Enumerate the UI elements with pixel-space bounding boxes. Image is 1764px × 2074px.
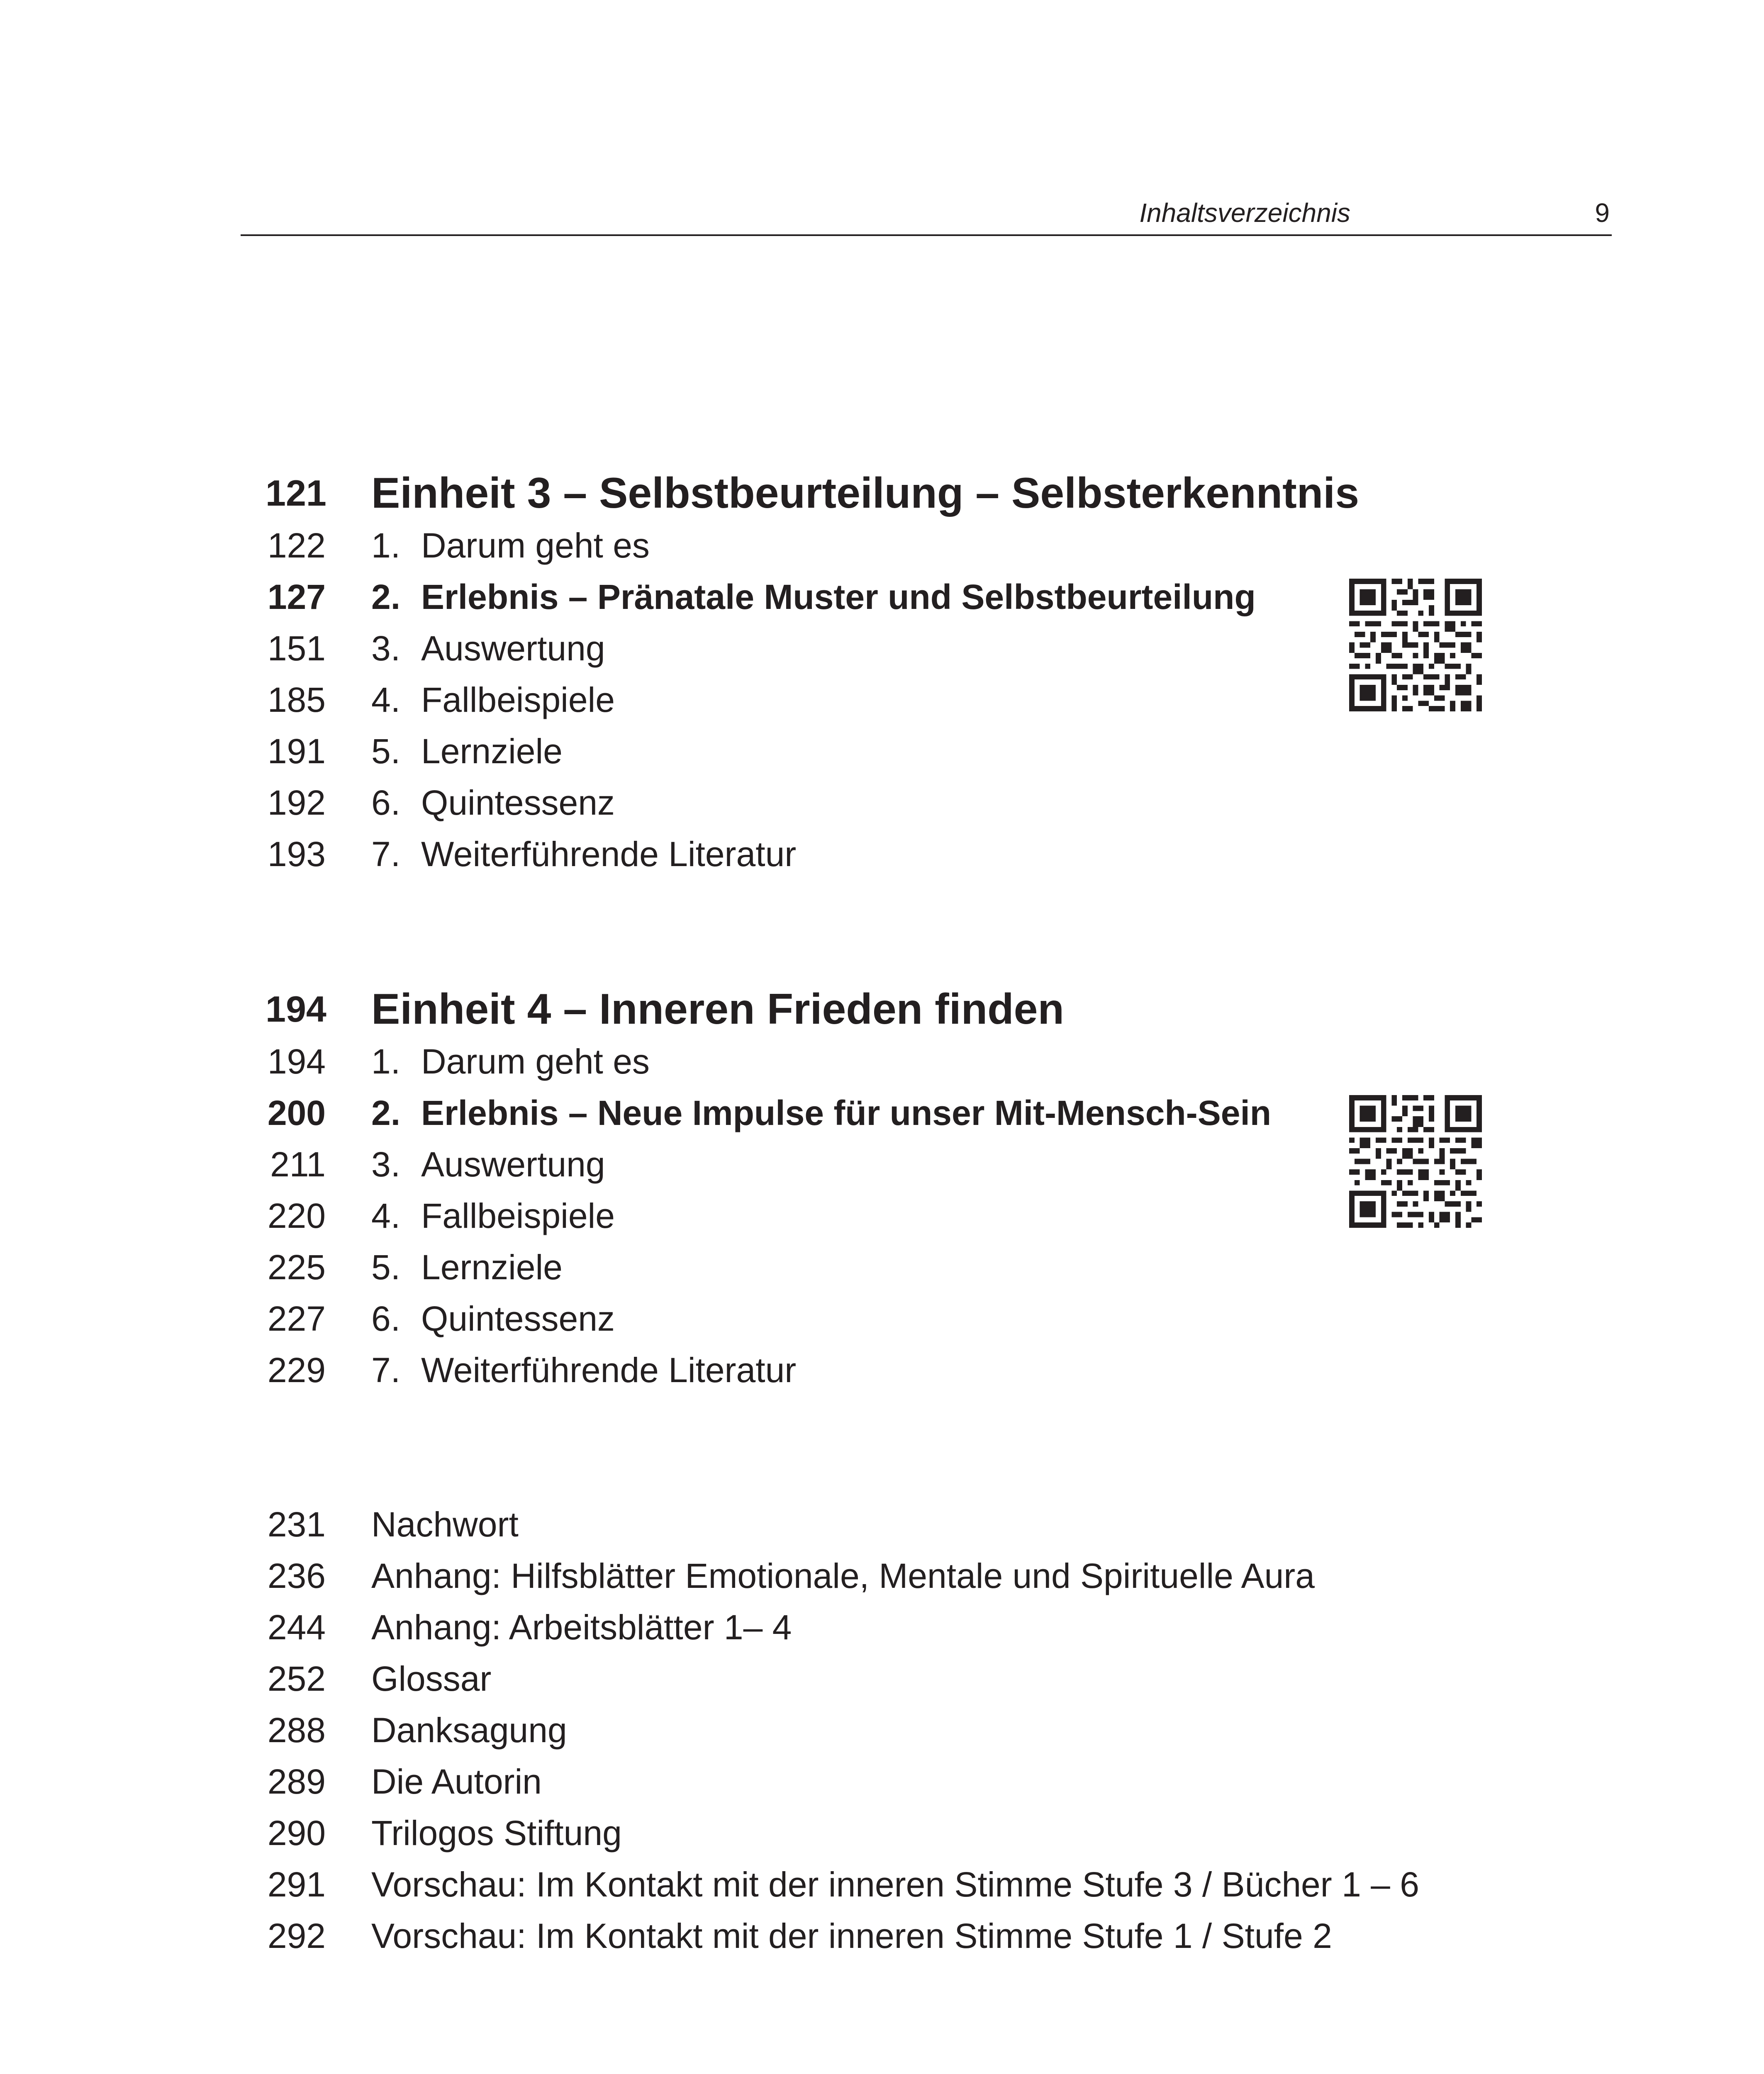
toc-entry-title: Lernziele [421, 732, 563, 771]
toc-page-number: 193 [267, 835, 326, 874]
toc-entry-number: 7. [371, 1351, 401, 1390]
toc-entry[interactable] [0, 623, 1764, 674]
toc-entry-title: Anhang: Arbeitsblätter 1– 4 [371, 1608, 792, 1647]
toc-page-number: 252 [267, 1659, 326, 1698]
toc-entry-number: 7. [371, 835, 401, 874]
toc-page-number: 185 [267, 680, 326, 719]
toc-entry[interactable] [0, 1190, 1764, 1241]
toc-entry-title: Erlebnis – Neue Impulse für unser Mit-Mensch-Sein [421, 1093, 1272, 1132]
toc-entry-appendix[interactable] [0, 1756, 1764, 1807]
toc-entry-title: Darum geht es [421, 526, 650, 565]
toc-entry-title: Anhang: Hilfsblätter Emotionale, Mentale und Spirituelle Aura [371, 1556, 1315, 1595]
toc-entry-title: Weiterführende Literatur [421, 835, 797, 874]
toc-page-number: 292 [267, 1916, 326, 1955]
toc-entry-title: Vorschau: Im Kontakt mit der inneren Stimme Stufe 3 / Bücher 1 – 6 [371, 1865, 1419, 1904]
toc-page-number: 231 [267, 1505, 326, 1544]
toc-entry[interactable] [0, 777, 1764, 828]
running-header [241, 189, 1612, 236]
toc-page-number: 290 [267, 1814, 326, 1852]
toc-entry-number: 6. [371, 1299, 401, 1338]
toc-page-number: 191 [267, 732, 326, 771]
toc-entry-title: Auswertung [421, 1145, 605, 1184]
toc-entry[interactable] [0, 674, 1764, 725]
toc-page-number: 225 [267, 1248, 326, 1287]
toc-entry-number: 2. [371, 577, 401, 616]
toc-page-number: 127 [267, 577, 326, 616]
toc-entry-title: Darum geht es [421, 1042, 650, 1081]
toc-entry-appendix[interactable] [0, 1499, 1764, 1550]
toc-entry-number: 6. [371, 783, 401, 822]
toc-entry-title: Die Autorin [371, 1762, 542, 1801]
toc-entry-title: Lernziele [421, 1248, 563, 1287]
toc-unit-3-heading[interactable] [0, 467, 1764, 519]
toc-entry-title: Auswertung [421, 629, 605, 668]
running-title: Inhaltsverzeichnis [1139, 198, 1350, 228]
toc-page-number: 236 [267, 1556, 326, 1595]
toc-entry[interactable] [0, 1241, 1764, 1293]
toc-entry-title: Quintessenz [421, 783, 615, 822]
toc-entry-title: Weiterführende Literatur [421, 1351, 797, 1390]
toc-entry-title: Trilogos Stiftung [371, 1814, 622, 1852]
toc-page-number: 289 [267, 1762, 326, 1801]
toc-entry-appendix[interactable] [0, 1910, 1764, 1962]
toc-entry-number: 2. [371, 1093, 401, 1132]
toc-page-number: 220 [267, 1196, 326, 1235]
toc-entry[interactable] [0, 1344, 1764, 1396]
toc-unit-title: Einheit 3 – Selbstbeurteilung – Selbsterkenntnis [371, 469, 1360, 517]
qr-code-icon[interactable] [1349, 1095, 1482, 1228]
toc-entry[interactable] [0, 1293, 1764, 1344]
toc-entry-title: Quintessenz [421, 1299, 615, 1338]
toc-entry[interactable] [0, 1139, 1764, 1190]
toc-entry-title: Fallbeispiele [421, 1196, 615, 1235]
toc-entry-appendix[interactable] [0, 1653, 1764, 1704]
toc-entry-title: Erlebnis – Pränatale Muster und Selbstbeurteilung [421, 577, 1256, 616]
toc-entry-number: 1. [371, 1042, 401, 1081]
qr-code-icon[interactable] [1349, 579, 1482, 711]
toc-page-number: 229 [267, 1351, 326, 1390]
toc-page-number: 194 [266, 988, 326, 1030]
toc-entry-number: 5. [371, 1248, 401, 1287]
toc-entry-number: 3. [371, 629, 401, 668]
toc-unit-4-heading[interactable] [0, 983, 1764, 1035]
toc-entry-title: Nachwort [371, 1505, 519, 1544]
toc-page-number: 288 [267, 1711, 326, 1750]
toc-page-number: 227 [267, 1299, 326, 1338]
toc-page-number: 192 [267, 783, 326, 822]
toc-entry-appendix[interactable] [0, 1704, 1764, 1756]
toc-entry[interactable] [0, 571, 1764, 623]
toc-unit-title: Einheit 4 – Inneren Frieden finden [371, 985, 1065, 1033]
toc-entry-number: 1. [371, 526, 401, 565]
toc-entry[interactable] [0, 725, 1764, 777]
toc-entry[interactable] [0, 520, 1764, 571]
page-number: 9 [1595, 198, 1610, 228]
toc-entry[interactable] [0, 1036, 1764, 1087]
toc-page-number: 211 [270, 1145, 326, 1184]
toc-entry[interactable] [0, 828, 1764, 880]
toc-page-number: 151 [267, 629, 326, 668]
toc-page-number: 200 [267, 1093, 326, 1132]
toc-page-number: 122 [267, 526, 326, 565]
toc-entry-title: Glossar [371, 1659, 492, 1698]
toc-entry-number: 4. [371, 1196, 401, 1235]
toc-entry[interactable] [0, 1087, 1764, 1139]
toc-entry-title: Danksagung [371, 1711, 567, 1750]
toc-entry-appendix[interactable] [0, 1602, 1764, 1653]
toc-page-number: 244 [267, 1608, 326, 1647]
toc-entry-appendix[interactable] [0, 1550, 1764, 1602]
toc-entry-appendix[interactable] [0, 1807, 1764, 1859]
toc-entry-appendix[interactable] [0, 1859, 1764, 1910]
toc-entry-title: Vorschau: Im Kontakt mit der inneren Stimme Stufe 1 / Stufe 2 [371, 1916, 1332, 1955]
toc-page-number: 121 [266, 472, 326, 514]
toc-entry-title: Fallbeispiele [421, 680, 615, 719]
toc-entry-number: 4. [371, 680, 401, 719]
toc-entry-number: 3. [371, 1145, 401, 1184]
toc-page-number: 194 [267, 1042, 326, 1081]
toc-entry-number: 5. [371, 732, 401, 771]
toc-page-number: 291 [267, 1865, 326, 1904]
